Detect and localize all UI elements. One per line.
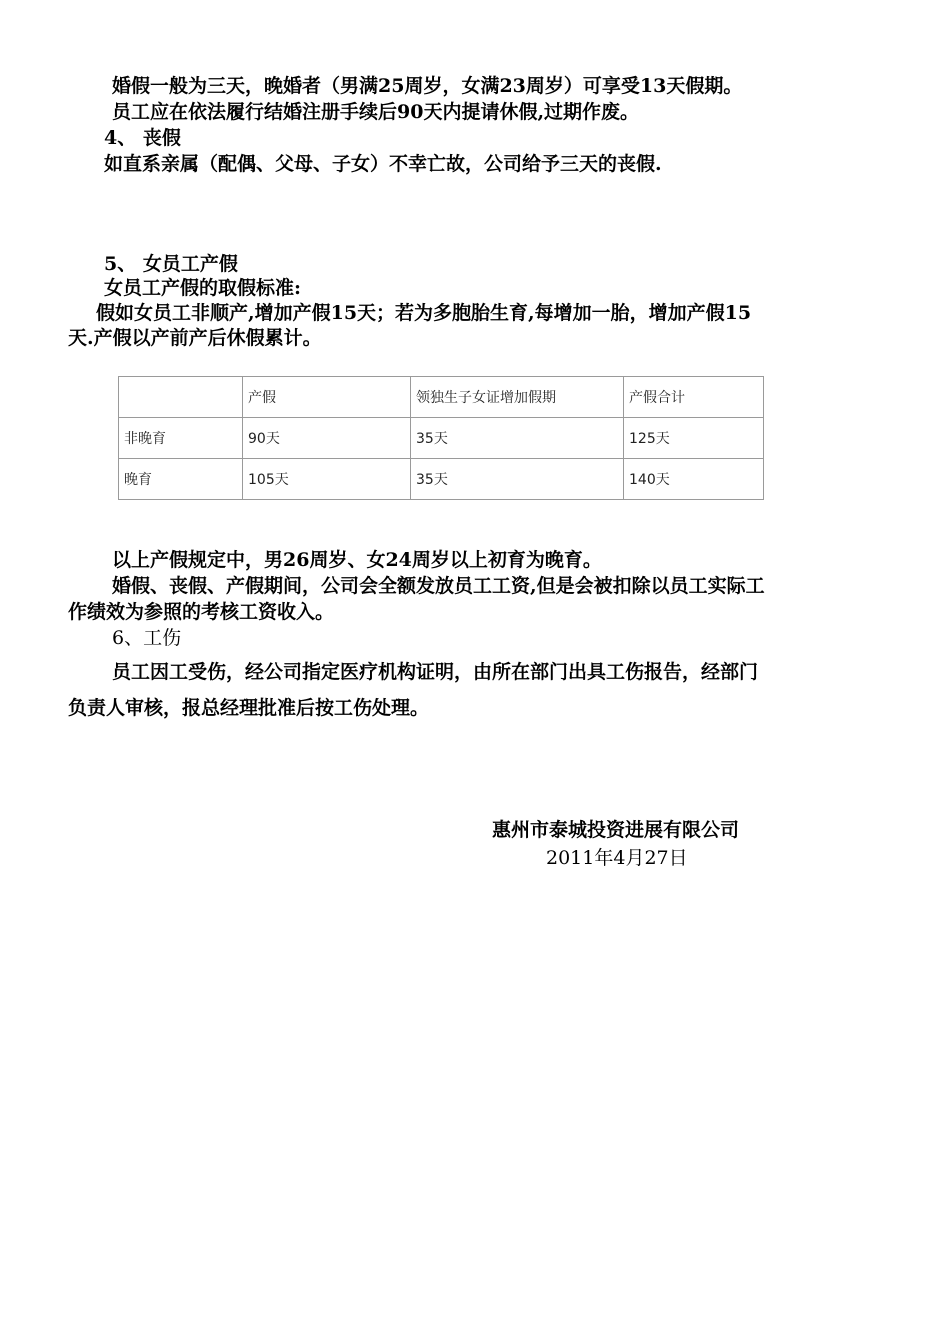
section-4-heading: 4、 丧假 <box>104 127 181 149</box>
table-cell: 105天 <box>243 459 411 500</box>
work-injury-line-2: 负责人审核，报总经理批准后按工伤处理。 <box>68 697 430 719</box>
maternity-standard-heading: 女员工产假的取假标准: <box>104 277 302 299</box>
pay-rule-line-1: 婚假、丧假、产假期间，公司会全额发放员工工资,但是会被扣除以员工实际工 <box>112 575 765 597</box>
late-birth-rule-paragraph: 以上产假规定中，男26周岁、女24周岁以上初育为晚育。 <box>112 549 602 571</box>
bereavement-leave-paragraph: 如直系亲属（配偶、父母、子女）不幸亡故，公司给予三天的丧假. <box>104 153 662 175</box>
table-header-cell: 产假 <box>243 377 411 418</box>
marriage-leave-paragraph-1: 婚假一般为三天，晚婚者（男满25周岁，女满23周岁）可享受13天假期。 <box>112 75 743 97</box>
table-cell: 90天 <box>243 418 411 459</box>
section-5-heading: 5、 女员工产假 <box>104 253 238 275</box>
table-cell: 140天 <box>624 459 764 500</box>
table-cell: 35天 <box>411 418 624 459</box>
table-cell: 125天 <box>624 418 764 459</box>
maternity-leave-table <box>118 376 764 500</box>
table-header-cell <box>119 377 243 418</box>
table-cell: 晚育 <box>119 459 243 500</box>
table-header-cell: 领独生子女证增加假期 <box>411 377 624 418</box>
company-name: 惠州市泰城投资进展有限公司 <box>492 819 740 841</box>
table-header-cell: 产假合计 <box>624 377 764 418</box>
pay-rule-line-2: 作绩效为参照的考核工资收入。 <box>68 601 335 623</box>
document-date: 2011年4月27日 <box>546 847 688 869</box>
table-header-row <box>119 377 764 418</box>
marriage-leave-paragraph-2: 员工应在依法履行结婚注册手续后90天内提请休假,过期作废。 <box>112 101 640 123</box>
table-row <box>119 459 764 500</box>
table-cell: 35天 <box>411 459 624 500</box>
work-injury-line-1: 员工因工受伤，经公司指定医疗机构证明，由所在部门出具工伤报告，经部门 <box>112 661 759 683</box>
table-row <box>119 418 764 459</box>
table-cell: 非晚育 <box>119 418 243 459</box>
section-6-heading: 6、工伤 <box>112 627 182 649</box>
maternity-rule-line-2: 天.产假以产前产后休假累计。 <box>68 327 322 349</box>
maternity-rule-line-1: 假如女员工非顺产,增加产假15天；若为多胞胎生育,每增加一胎，增加产假15 <box>96 302 752 324</box>
